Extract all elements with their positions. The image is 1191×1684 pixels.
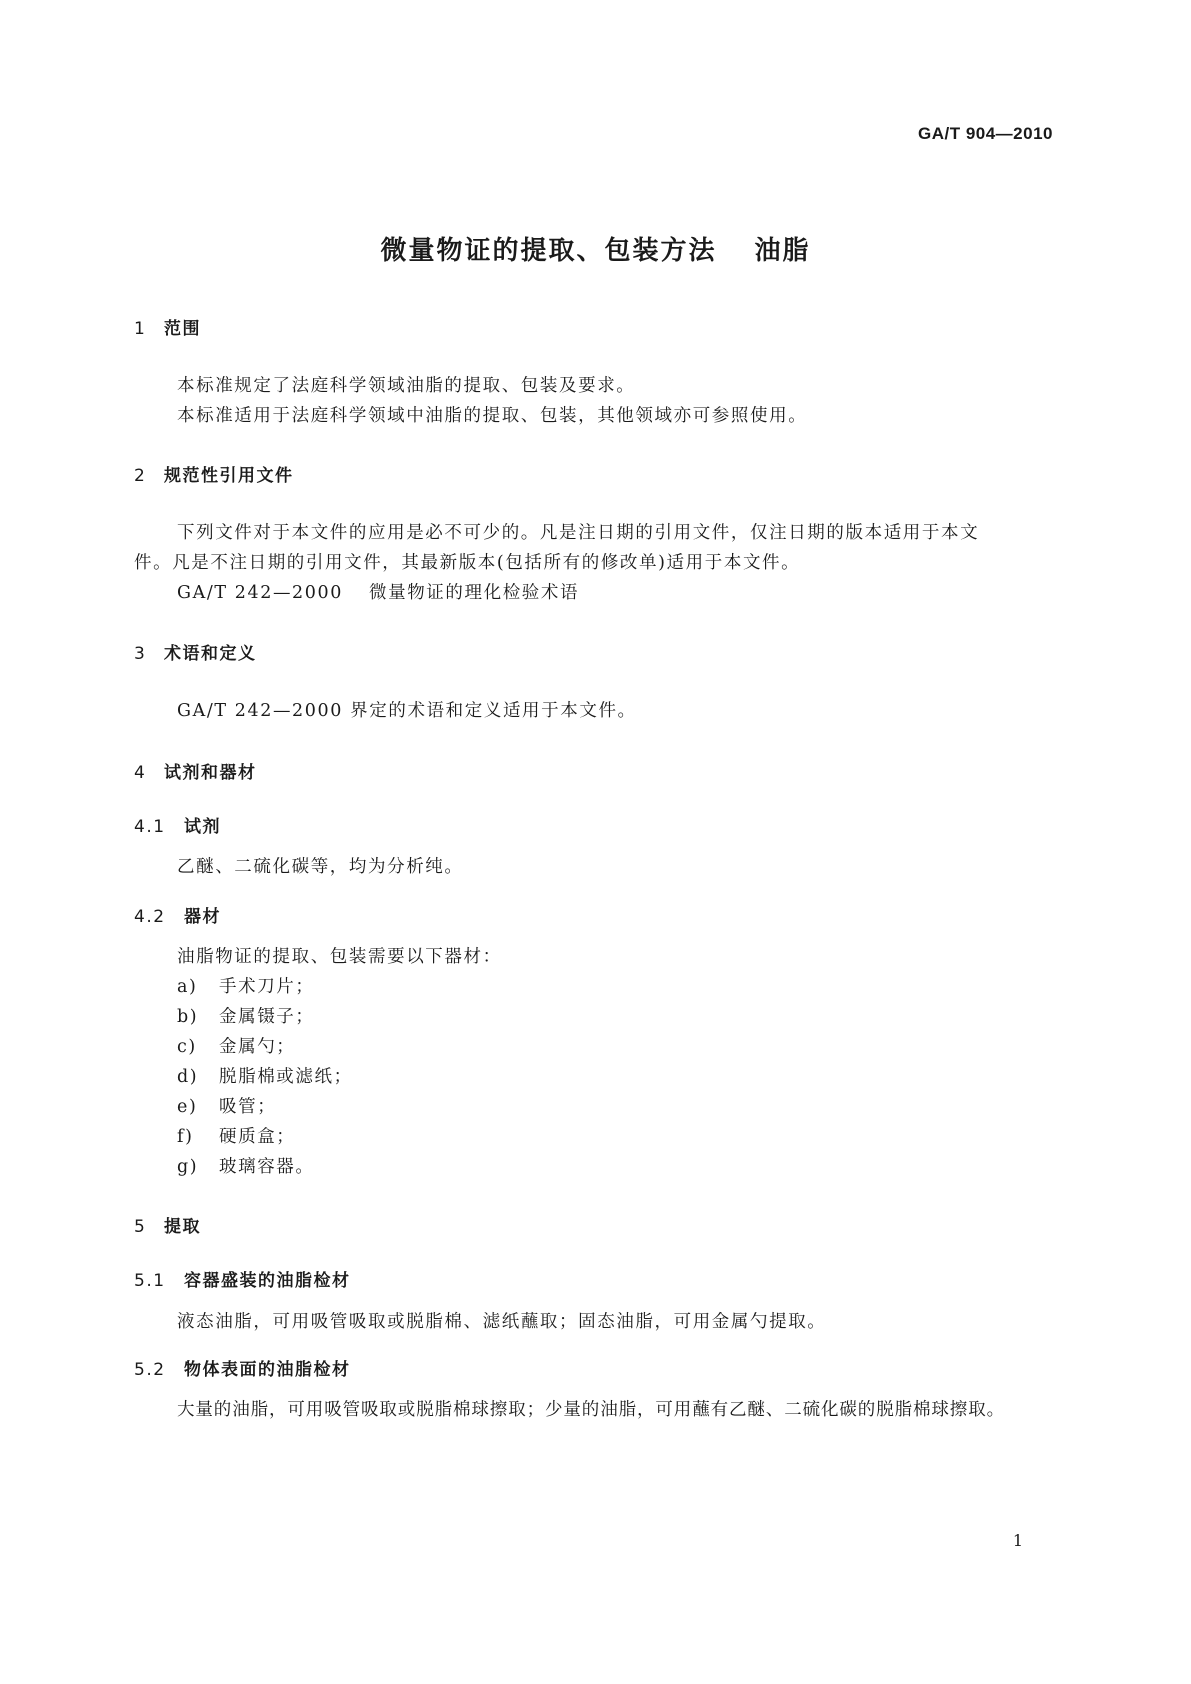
list-text: 硬质盒； [219, 1127, 296, 1147]
list-text: 手术刀片； [219, 977, 315, 997]
document-title [0, 230, 1191, 267]
reference-code: GA/T 242—2000 [177, 583, 343, 603]
section-title: 物体表面的油脂检材 [184, 1360, 351, 1380]
reference-title: 微量物证的理化检验术语 [369, 583, 580, 603]
section-number: 1 [134, 319, 147, 339]
s5-1-paragraph: 液态油脂，可用吸管吸取或脱脂棉、滤纸蘸取；固态油脂，可用金属勺提取。 [177, 1312, 827, 1332]
s5-2-paragraph: 大量的油脂，可用吸管吸取或脱脂棉球擦取；少量的油脂，可用蘸有乙醚、二硫化碳的脱脂棉球擦取。 [177, 1400, 1005, 1420]
section-title: 器材 [184, 907, 221, 927]
section-4-1-heading [134, 812, 221, 837]
section-number: 3 [134, 644, 147, 664]
standard-number: GA/T 904—2010 [917, 124, 1053, 143]
list-text: 吸管； [219, 1097, 277, 1117]
s3-paragraph: GA/T 242—2000 界定的术语和定义适用于本文件。 [177, 701, 637, 721]
s2-paragraph-line-1: 下列文件对于本文件的应用是必不可少的。凡是注日期的引用文件，仅注日期的版本适用于本文 [177, 523, 980, 543]
list-text: 金属勺； [219, 1037, 296, 1057]
s4-1-paragraph: 乙醚、二硫化碳等，均为分析纯。 [177, 857, 464, 877]
list-marker: f) [177, 1127, 194, 1147]
list-text: 金属镊子； [219, 1007, 315, 1027]
list-marker: b) [177, 1007, 199, 1027]
list-marker: d) [177, 1067, 199, 1087]
list-marker: e) [177, 1097, 198, 1117]
section-number: 4 [134, 763, 147, 783]
section-number: 2 [134, 466, 147, 486]
list-text: 玻璃容器。 [219, 1157, 315, 1177]
list-item [177, 1003, 315, 1028]
list-text: 脱脂棉或滤纸； [219, 1067, 353, 1087]
s1-paragraph-2: 本标准适用于法庭科学领域中油脂的提取、包装，其他领域亦可参照使用。 [177, 406, 808, 426]
section-title: 试剂 [184, 817, 221, 837]
list-item [177, 1093, 276, 1118]
section-number: 5 [134, 1217, 147, 1237]
page-number: 1 [1012, 1531, 1023, 1550]
list-item [177, 973, 315, 998]
section-3-heading [134, 639, 257, 664]
list-item [177, 1033, 295, 1058]
section-number: 4.2 [134, 907, 166, 927]
list-marker: g) [177, 1157, 199, 1177]
section-5-1-heading [134, 1266, 351, 1291]
section-title: 术语和定义 [164, 644, 257, 664]
section-title: 容器盛装的油脂检材 [184, 1271, 351, 1291]
title-main: 微量物证的提取、包装方法 [380, 236, 717, 266]
s4-2-paragraph: 油脂物证的提取、包装需要以下器材： [177, 947, 502, 967]
normative-reference [177, 579, 579, 604]
section-5-heading [134, 1212, 201, 1237]
section-number: 5.1 [134, 1271, 166, 1291]
s2-paragraph-line-2: 件。凡是不注日期的引用文件，其最新版本(包括所有的修改单)适用于本文件。 [134, 553, 801, 573]
section-1-heading [134, 314, 201, 339]
section-title: 范围 [164, 319, 201, 339]
section-4-2-heading [134, 902, 221, 927]
title-sub: 油脂 [754, 236, 811, 266]
section-number: 4.1 [134, 817, 166, 837]
section-title: 试剂和器材 [164, 763, 257, 783]
section-2-heading [134, 461, 294, 486]
list-item [177, 1153, 315, 1178]
section-4-heading [134, 758, 257, 783]
list-item [177, 1123, 295, 1148]
list-marker: c) [177, 1037, 197, 1057]
list-marker: a) [177, 977, 198, 997]
s1-paragraph-1: 本标准规定了法庭科学领域油脂的提取、包装及要求。 [177, 376, 636, 396]
list-item [177, 1063, 353, 1088]
section-number: 5.2 [134, 1360, 166, 1380]
section-5-2-heading [134, 1355, 351, 1380]
section-title: 提取 [164, 1217, 201, 1237]
section-title: 规范性引用文件 [164, 466, 294, 486]
